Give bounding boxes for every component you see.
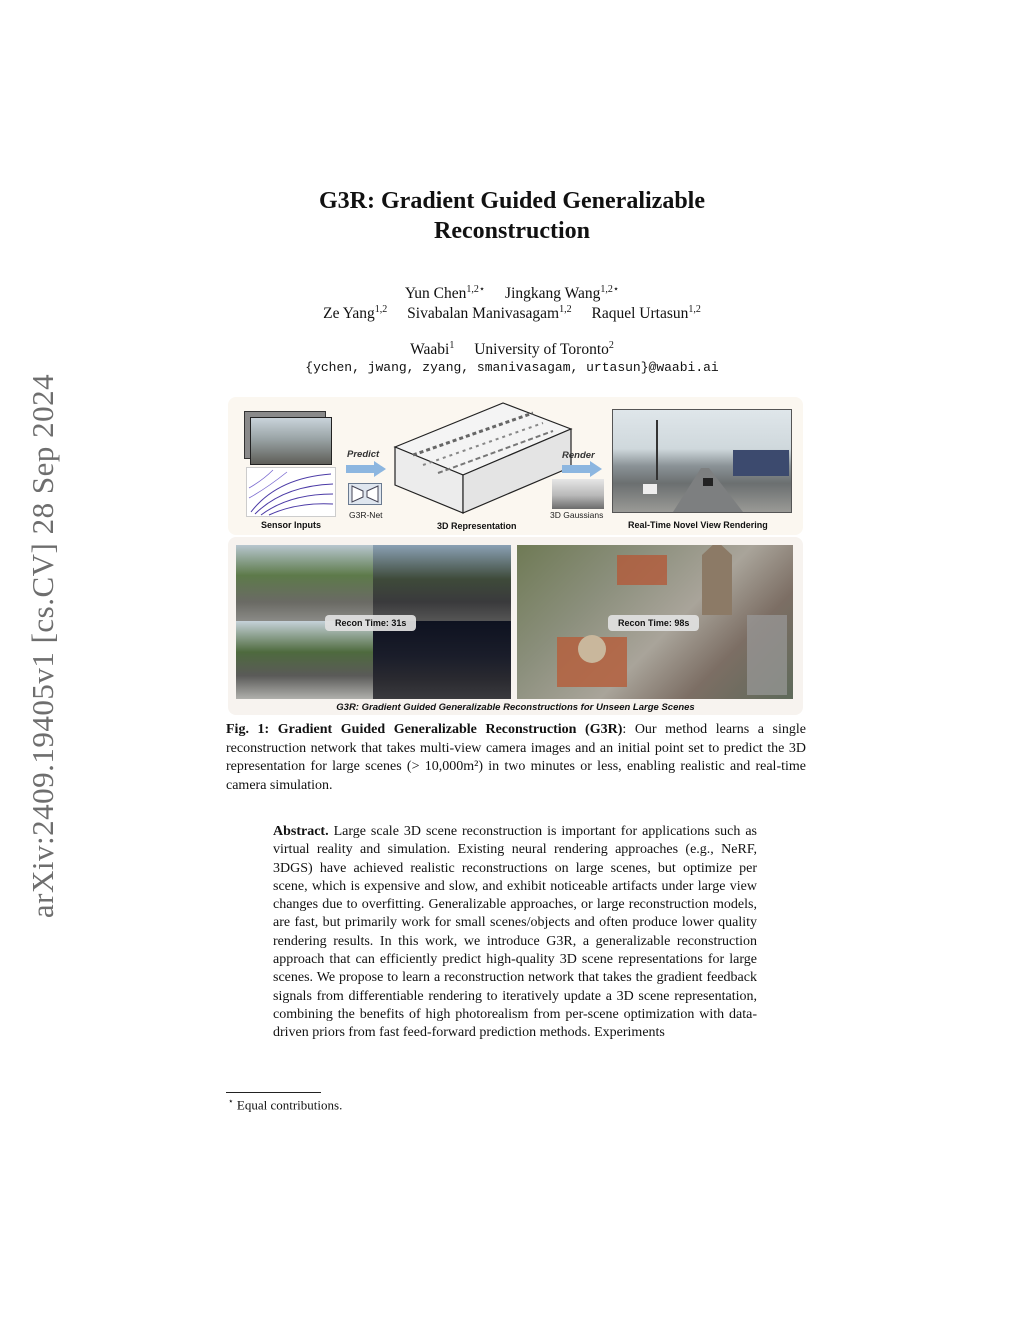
gaussians-image — [552, 479, 604, 509]
network-icon — [348, 483, 382, 505]
sensor-lidar-image — [246, 467, 336, 517]
render-arrow-icon — [562, 461, 602, 477]
gaussians-label: 3D Gaussians — [550, 510, 604, 520]
title-line-2: Reconstruction — [434, 218, 590, 244]
figure-subcaption: G3R: Gradient Guided Generalizable Reconstructions for Unseen Large Scenes — [336, 702, 695, 713]
sensor-camera-image — [250, 417, 332, 465]
street-view-night — [373, 621, 511, 699]
street-view-day-1 — [236, 545, 373, 621]
affiliations — [0, 340, 1024, 359]
affiliation: Waabi$^1$ — [410, 340, 455, 359]
author: Yun Chen$^{1,2⋆}$ — [404, 284, 486, 303]
render-label: Render — [562, 450, 595, 461]
title-line-1: G3R: Gradient Guided Generalizable — [319, 188, 705, 214]
recon-time-right: Recon Time: 98s — [608, 615, 699, 631]
abstract — [273, 823, 757, 1043]
figure-results-panel — [228, 537, 803, 715]
author: Raquel Urtasun$^{1,2}$ — [591, 304, 701, 323]
author: Sivabalan Manivasagam$^{1,2}$ — [407, 304, 572, 323]
author-row-2 — [0, 304, 1024, 323]
footnote: ⋆ Equal contributions. — [228, 1096, 343, 1113]
paper-title — [0, 186, 1024, 246]
abstract-text: Large scale 3D scene reconstruction is important for applications such as virtual reality and simulation. Existing neural rendering approaches (e.g., NeRF, 3DGS) have achieved realistic reconstructions on large scenes, but optimize per scene, which is expensive and slow, and exhibit noticeable artifacts under large view changes due to overfitting. Generalizable approaches, or large reconstruction models, are fast, but primarily work for small scenes/objects and often produce lower quality rendering results. In this work, we introduce G3R, a generalizable reconstruction approach that can efficiently predict high-quality 3D scene representations for large scenes. We propose to learn a reconstruction network that takes the gradient feedback signals from differentiable rendering to iteratively update a 3D scene representation, combining the benefits of high photorealism from per-scene optimization with data-driven priors from fast feed-forward prediction methods. Experiments — [273, 824, 757, 1041]
abstract-label: Abstract. — [273, 824, 329, 839]
author: Jingkang Wang$^{1,2⋆}$ — [505, 284, 620, 303]
recon-time-left: Recon Time: 31s — [325, 615, 416, 631]
caption-label: Fig. 1: Gradient Guided Generalizable Reconstruction (G3R) — [226, 722, 623, 737]
novel-view-label: Real-Time Novel View Rendering — [628, 520, 768, 530]
author-emails: {ychen, jwang, zyang, smanivasagam, urtasun}@waabi.ai — [305, 360, 719, 375]
figure-pipeline-panel — [228, 397, 803, 535]
footnote-rule — [226, 1092, 321, 1093]
author-row-1 — [0, 284, 1024, 303]
representation-label: 3D Representation — [437, 521, 517, 531]
figure-caption — [226, 721, 806, 795]
predict-arrow-icon — [346, 461, 386, 477]
g3r-net-label: G3R-Net — [349, 510, 383, 520]
affiliation: University of Toronto$^2$ — [474, 340, 614, 359]
street-view-day-2 — [236, 621, 373, 699]
novel-view-render-image — [612, 409, 792, 513]
author: Ze Yang$^{1,2}$ — [323, 304, 388, 323]
3d-representation-box — [393, 399, 573, 517]
caption-text: : Our method learns a single reconstruction network that takes multi-view camera images and an initial point set to predict the 3D representation for large scenes (> 10,000m²) in two minutes or less, enabling realistic and real-time camera simulation. — [226, 722, 806, 793]
arxiv-identifier: arXiv:2409.19405v1 [cs.CV] 28 Sep 2024 — [25, 373, 60, 919]
sensor-inputs-label: Sensor Inputs — [261, 520, 322, 530]
predict-label: Predict — [347, 449, 380, 460]
street-view-dusk — [373, 545, 511, 621]
